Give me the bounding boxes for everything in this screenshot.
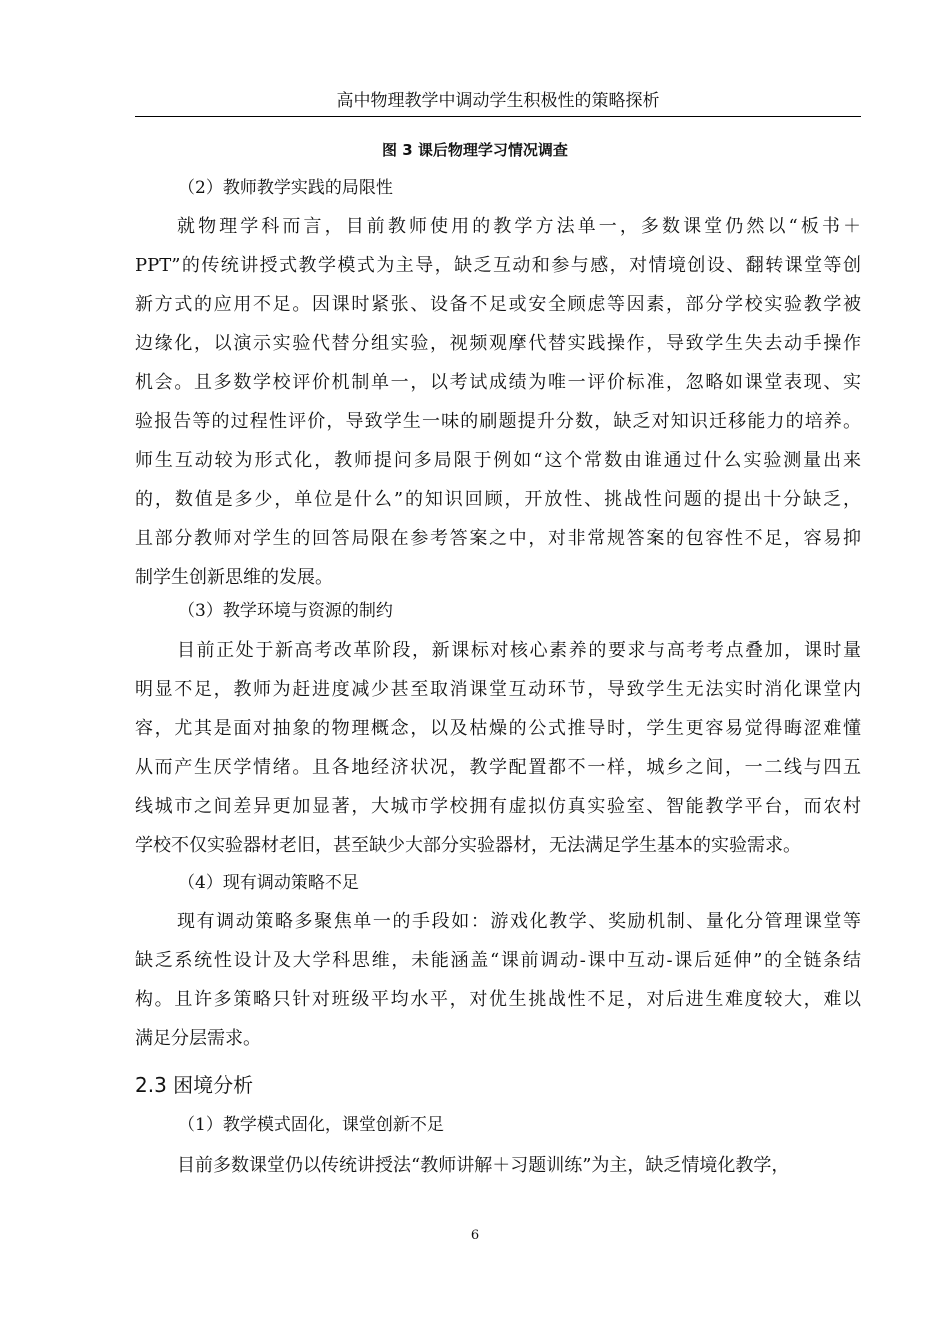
paragraph-line: 满足分层需求。 (135, 1028, 261, 1049)
paragraph-line: 构。且许多策略只针对班级平均水平，对优生挑战性不足，对后进生难度较大，难以 (135, 989, 861, 1010)
paragraph-line: 容，尤其是面对抽象的物理概念，以及枯燥的公式推导时，学生更容易觉得晦涩难懂 (135, 718, 861, 739)
paragraph-line: PPT”的传统讲授式教学模式为主导，缺乏互动和参与感，对情境创设、翻转课堂等创 (135, 255, 861, 276)
subheading-3: （3）教学环境与资源的制约 (178, 601, 393, 621)
header-title: 高中物理教学中调动学生积极性的策略探析 (336, 91, 660, 111)
paragraph-line: 师生互动较为形式化，教师提问多局限于例如“这个常数由谁通过什么实验测量出来 (135, 450, 861, 471)
paragraph-line: 缺乏系统性设计及大学科思维，未能涵盖“课前调动-课中互动-课后延伸”的全链条结 (135, 950, 861, 971)
paragraph-teaching-mode (135, 1146, 861, 1185)
paragraph-line: 新方式的应用不足。因课时紧张、设备不足或安全顾虑等因素，部分学校实验教学被 (135, 294, 861, 315)
paragraph-line: 学校不仅实验器材老旧，甚至缺少大部分实验器材，无法满足学生基本的实验需求。 (135, 835, 801, 856)
paragraph-line: 从而产生厌学情绪。且各地经济状况，教学配置都不一样，城乡之间，一二线与四五 (135, 757, 861, 778)
paragraph-line: 边缘化，以演示实验代替分组实验，视频观摩代替实践操作，导致学生失去动手操作 (135, 333, 861, 354)
paragraph-line: 制学生创新思维的发展。 (135, 567, 333, 588)
subheading-4: （4）现有调动策略不足 (178, 873, 359, 893)
subheading-5: （1）教学模式固化，课堂创新不足 (178, 1115, 444, 1135)
paragraph-line: 目前正处于新高考改革阶段，新课标对核心素养的要求与高考考点叠加，课时量 (177, 640, 861, 661)
paragraph-line: 就物理学科而言，目前教师使用的教学方法单一，多数课堂仍然以“板书＋ (177, 216, 861, 237)
paragraph-line: 线城市之间差异更加显著，大城市学校拥有虚拟仿真实验室、智能教学平台，而农村 (135, 796, 861, 817)
page-number: 6 (470, 1228, 480, 1243)
paragraph-line: 机会。且多数学校评价机制单一，以考试成绩为唯一评价标准，忽略如课堂表现、实 (135, 372, 861, 393)
paragraph-line: 目前多数课堂仍以传统讲授法“教师讲解＋习题训练”为主，缺乏情境化教学， (177, 1155, 790, 1176)
figure-caption: 图 3 课后物理学习情况调查 (382, 141, 568, 159)
paragraph-line: 的，数值是多少，单位是什么”的知识回顾，开放性、挑战性问题的提出十分缺乏， (135, 489, 861, 510)
paragraph-line: 验报告等的过程性评价，导致学生一味的刷题提升分数，缺乏对知识迁移能力的培养。 (135, 411, 861, 432)
page-header (135, 90, 861, 117)
paragraph-environment (135, 631, 861, 865)
section-heading: 2.3 困境分析 (135, 1073, 254, 1097)
paragraph-line: 明显不足，教师为赶进度减少甚至取消课堂互动环节，导致学生无法实时消化课堂内 (135, 679, 861, 700)
paragraph-teaching-practice (135, 207, 861, 597)
paragraph-line: 且部分教师对学生的回答局限在参考答案之中，对非常规答案的包容性不足，容易抑 (135, 528, 861, 549)
subheading-2: （2）教师教学实践的局限性 (178, 178, 393, 198)
paragraph-strategies (135, 902, 861, 1058)
paragraph-line: 现有调动策略多聚焦单一的手段如：游戏化教学、奖励机制、量化分管理课堂等 (177, 911, 861, 932)
